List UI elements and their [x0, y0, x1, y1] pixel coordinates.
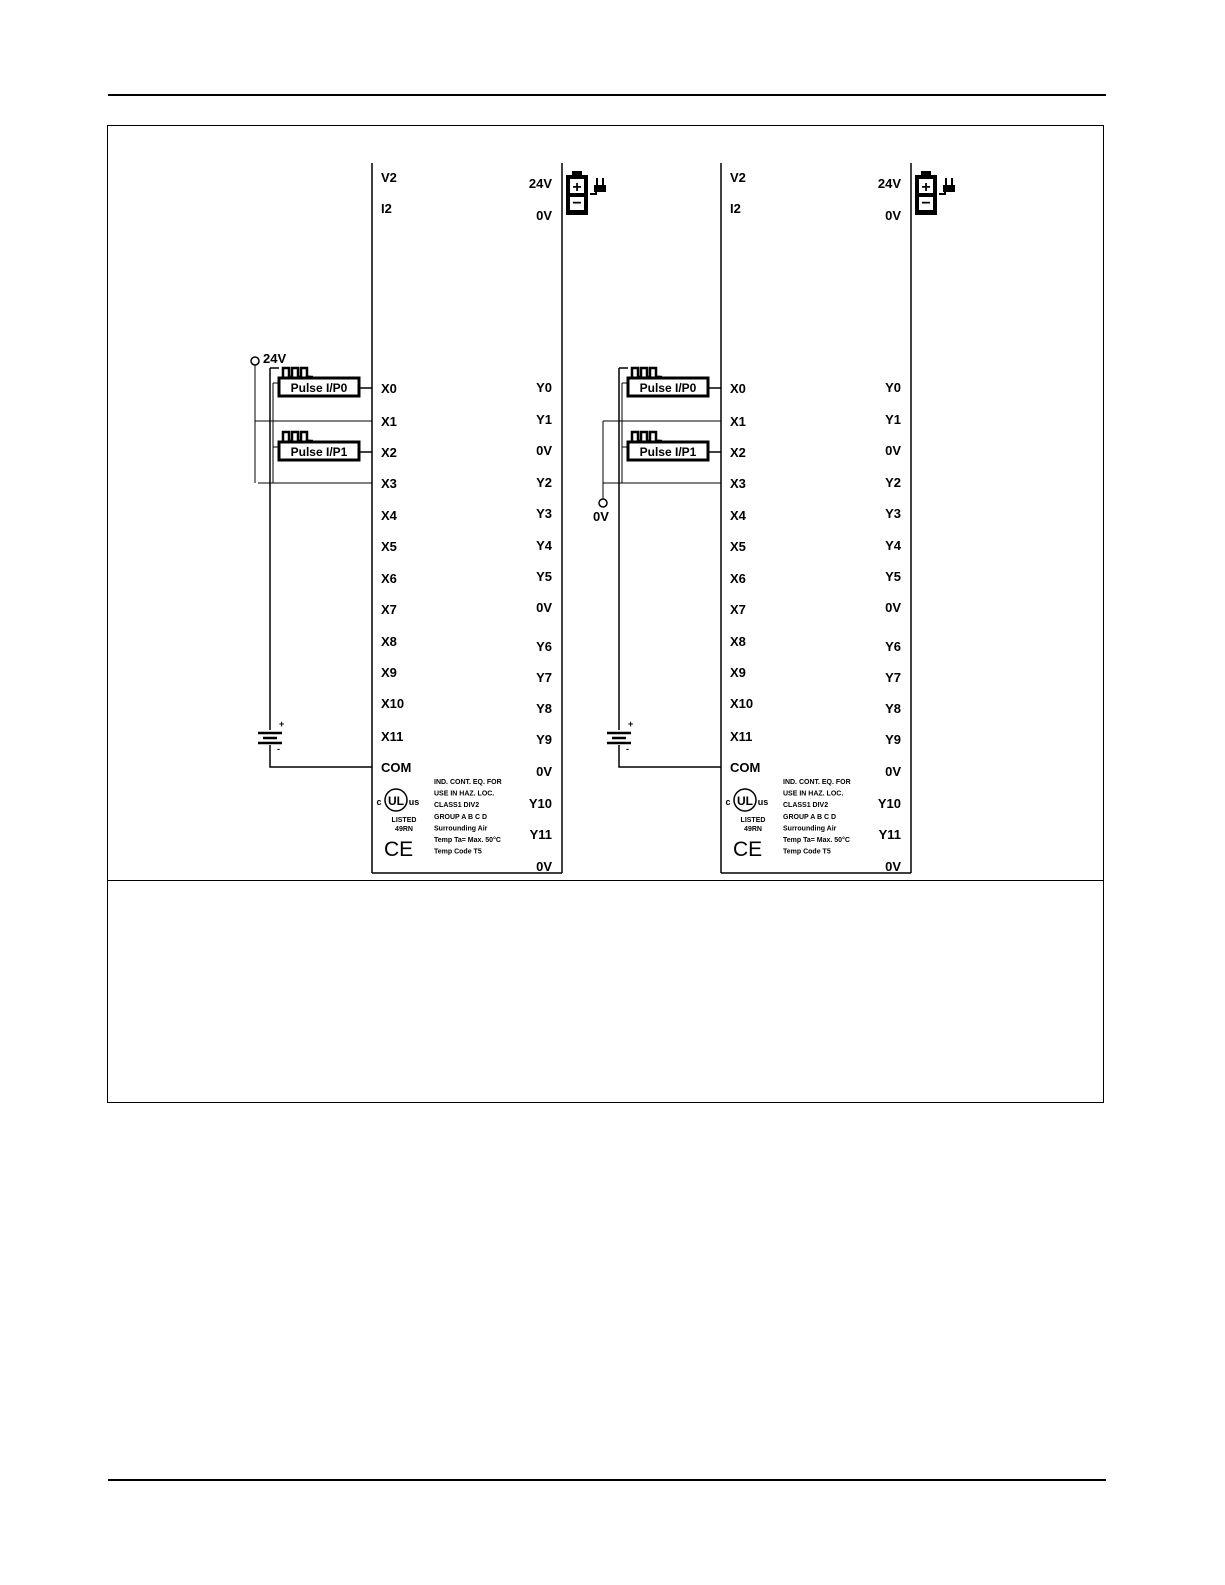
com-wire [619, 745, 721, 767]
certification-text-line: CLASS1 DIV2 [783, 802, 829, 810]
terminal-y8: Y8 [536, 701, 552, 716]
battery-plus-label: + [628, 719, 634, 729]
terminal-y2: Y2 [885, 475, 901, 490]
terminal-y0: Y0 [885, 380, 901, 395]
terminal-y5: Y5 [885, 569, 901, 584]
terminal-i2: I2 [730, 201, 741, 216]
terminal-x3: X3 [730, 476, 746, 491]
terminal-x7: X7 [381, 602, 397, 617]
certification-text-line: IND. CONT. EQ. FOR [434, 779, 502, 786]
terminal-y0: Y0 [536, 380, 552, 395]
terminal-i2: I2 [381, 201, 392, 216]
certification-text-line: Surrounding Air [783, 825, 837, 833]
battery-plus-label: + [279, 719, 285, 729]
pulse-input-label: Pulse I/P0 [290, 381, 348, 395]
ul-listing-number: 49RN [744, 826, 762, 833]
terminal-y10: Y10 [877, 796, 901, 811]
terminal-x10: X10 [730, 696, 754, 711]
terminal-24v: 24V [877, 176, 901, 191]
source-label: 24V [263, 351, 287, 366]
terminal-y2: Y2 [536, 475, 552, 490]
terminal-24v: 24V [528, 176, 552, 191]
battery-terminal-icon [921, 171, 931, 176]
terminal-y7: Y7 [536, 670, 552, 685]
terminal-x8: X8 [730, 634, 746, 649]
terminal-x9: X9 [730, 665, 746, 680]
terminal-y1: Y1 [885, 412, 901, 427]
terminal-y6: Y6 [885, 639, 901, 654]
terminal-supply-0v: 0V [885, 208, 901, 223]
terminal-y3: Y3 [885, 506, 901, 521]
terminal-x9: X9 [381, 665, 397, 680]
pulse-train-icon [283, 368, 311, 377]
terminal-x10: X10 [381, 696, 405, 711]
terminal-supply-0v: 0V [536, 208, 552, 223]
ul-mark-text: UL [388, 794, 404, 808]
terminal-0v: 0V [885, 764, 901, 779]
terminal-0v: 0V [536, 859, 552, 874]
ce-mark-icon: CE [733, 838, 763, 861]
certification-text-line: USE IN HAZ. LOC. [434, 790, 495, 798]
certification-text-line: Temp Ta= Max. 50°C [783, 837, 850, 844]
certification-text-line: IND. CONT. EQ. FOR [783, 779, 851, 786]
source-terminal [599, 499, 607, 507]
terminal-x6: X6 [381, 571, 397, 586]
terminal-x5: X5 [381, 539, 397, 554]
battery-minus-sign: − [572, 195, 582, 212]
ul-c-text: c [376, 797, 382, 807]
terminal-x5: X5 [730, 539, 746, 554]
ul-listing-number: 49RN [395, 826, 413, 833]
battery-plus-sign: + [921, 179, 931, 196]
certification-text-line: GROUP A B C D [434, 813, 488, 821]
terminal-x1: X1 [730, 414, 746, 429]
battery-minus-label: - [277, 744, 280, 754]
ul-mark-text: UL [737, 794, 753, 808]
terminal-0v: 0V [885, 600, 901, 615]
com-wire [270, 745, 372, 767]
terminal-x8: X8 [381, 634, 397, 649]
battery-plus-sign: + [572, 179, 582, 196]
terminal-y1: Y1 [536, 412, 552, 427]
terminal-x7: X7 [730, 602, 746, 617]
plug-body-icon [943, 185, 955, 192]
terminal-y6: Y6 [536, 639, 552, 654]
terminal-y3: Y3 [536, 506, 552, 521]
terminal-x6: X6 [730, 571, 746, 586]
terminal-y4: Y4 [885, 538, 901, 553]
terminal-x1: X1 [381, 414, 397, 429]
terminal-0v: 0V [536, 764, 552, 779]
certification-text-line: GROUP A B C D [783, 813, 837, 821]
terminal-y4: Y4 [536, 538, 552, 553]
terminal-com: COM [730, 760, 761, 775]
terminal-y7: Y7 [885, 670, 901, 685]
certification-text-line: Temp Code T5 [783, 848, 831, 856]
terminal-com: COM [381, 760, 412, 775]
pulse-train-icon [632, 432, 660, 441]
plug-body-icon [594, 185, 606, 192]
terminal-x2: X2 [730, 445, 746, 460]
pulse-train-icon [283, 432, 311, 441]
ul-listed-text: LISTED [740, 817, 766, 824]
terminal-0v: 0V [536, 600, 552, 615]
terminal-x3: X3 [381, 476, 397, 491]
terminal-x4: X4 [381, 508, 397, 523]
ul-listed-text: LISTED [391, 817, 417, 824]
source-label: 0V [593, 509, 609, 524]
pulse-input-label: Pulse I/P0 [639, 381, 697, 395]
terminal-y11: Y11 [878, 827, 901, 842]
battery-minus-label: - [626, 744, 629, 754]
battery-terminal-icon [572, 171, 582, 176]
ul-us-text: us [757, 797, 769, 807]
pulse-train-icon [632, 368, 660, 377]
terminal-x0: X0 [381, 381, 397, 396]
certification-text-line: CLASS1 DIV2 [434, 802, 480, 810]
terminal-y5: Y5 [536, 569, 552, 584]
certification-text-line: Temp Code T5 [434, 848, 482, 856]
ce-mark-icon: CE [384, 838, 414, 861]
certification-text-line: Surrounding Air [434, 825, 488, 833]
terminal-x11: X11 [730, 729, 753, 744]
terminal-0v: 0V [885, 859, 901, 874]
terminal-x0: X0 [730, 381, 746, 396]
certification-text-line: Temp Ta= Max. 50°C [434, 837, 501, 844]
terminal-x4: X4 [730, 508, 746, 523]
source-terminal [251, 357, 259, 365]
terminal-x2: X2 [381, 445, 397, 460]
terminal-y9: Y9 [885, 732, 901, 747]
pulse-input-label: Pulse I/P1 [290, 445, 348, 459]
ul-us-text: us [408, 797, 420, 807]
terminal-y11: Y11 [529, 827, 552, 842]
wiring-diagram-right [593, 163, 955, 874]
wiring-diagram-left [251, 163, 606, 874]
terminal-v2: V2 [730, 170, 746, 185]
battery-minus-sign: − [921, 195, 931, 212]
terminal-y9: Y9 [536, 732, 552, 747]
terminal-v2: V2 [381, 170, 397, 185]
terminal-y10: Y10 [528, 796, 552, 811]
terminal-0v: 0V [536, 443, 552, 458]
ul-c-text: c [725, 797, 731, 807]
certification-text-line: USE IN HAZ. LOC. [783, 790, 844, 798]
terminal-y8: Y8 [885, 701, 901, 716]
terminal-x11: X11 [381, 729, 404, 744]
pulse-input-label: Pulse I/P1 [639, 445, 697, 459]
terminal-0v: 0V [885, 443, 901, 458]
